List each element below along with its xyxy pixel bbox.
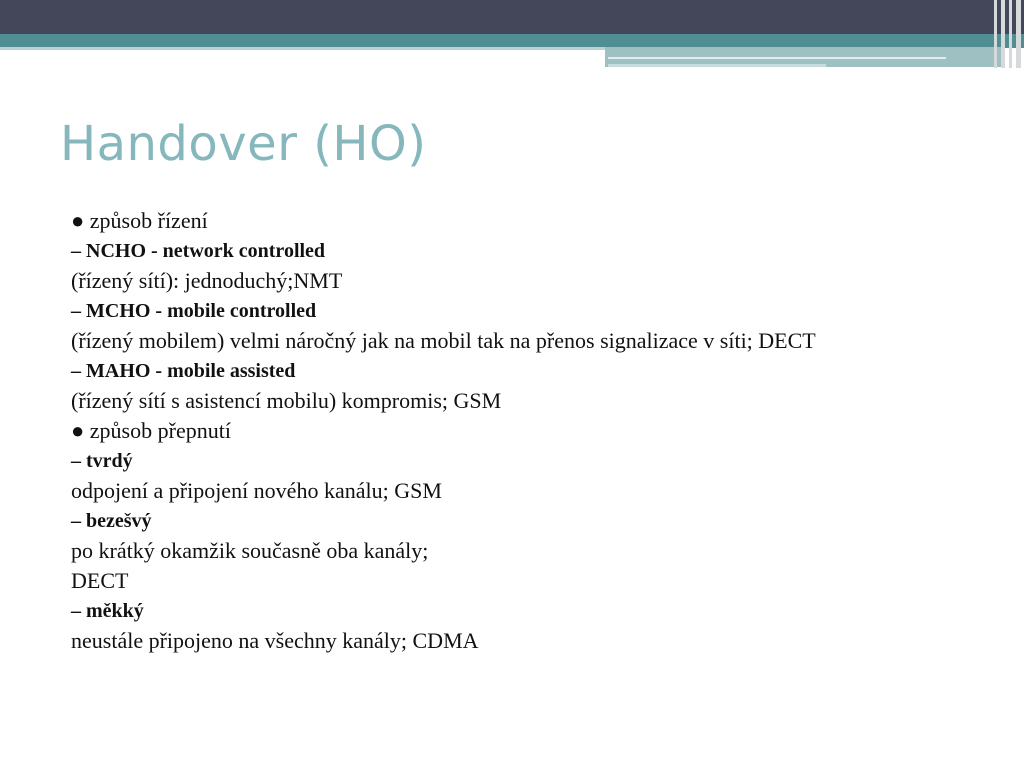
list-item-text: NCHO - network controlled	[86, 240, 326, 262]
list-item-text: (řízený sítí s asistencí mobilu) kompromis; GSM	[71, 388, 502, 413]
list-item	[71, 206, 971, 236]
slide-title: Handover (HO)	[60, 116, 427, 172]
list-item	[71, 506, 971, 536]
header-band-accent-line	[608, 57, 946, 59]
header-band-accent-line-short	[608, 64, 826, 67]
list-item	[71, 416, 971, 446]
list-item-text: bezešvý	[86, 510, 152, 532]
list-item-text: MAHO - mobile assisted	[86, 360, 296, 382]
header-band-teal	[0, 34, 1024, 48]
list-item-text: (řízený mobilem) velmi náročný jak na mobil tak na přenos signalizace v síti; DECT	[71, 328, 816, 353]
list-item-text: tvrdý	[86, 450, 133, 472]
list-item-text: způsob řízení	[89, 208, 208, 233]
dash-marker: –	[71, 450, 81, 472]
slide-content-list	[71, 206, 971, 656]
list-item	[71, 536, 971, 566]
list-item	[71, 626, 971, 656]
list-item-text: neustále připojeno na všechny kanály; CDMA	[71, 628, 479, 653]
list-item	[71, 356, 971, 386]
list-item	[71, 386, 971, 416]
list-item	[71, 446, 971, 476]
list-item	[71, 266, 971, 296]
list-item	[71, 566, 971, 596]
list-item	[71, 596, 971, 626]
list-item-text: (řízený sítí): jednoduchý;NMT	[71, 268, 343, 293]
list-item-text: DECT	[71, 568, 129, 593]
list-item	[71, 326, 971, 356]
list-item	[71, 476, 971, 506]
dash-marker: –	[71, 600, 81, 622]
list-item-text: měkký	[86, 600, 144, 622]
header-band-dark	[0, 0, 1024, 34]
header-vertical-stripes	[990, 0, 1024, 68]
bullet-marker: ●	[71, 418, 85, 443]
dash-marker: –	[71, 300, 81, 322]
bullet-marker: ●	[71, 208, 85, 233]
list-item-text: odpojení a připojení nového kanálu; GSM	[71, 478, 442, 503]
list-item-text: způsob přepnutí	[89, 418, 231, 443]
dash-marker: –	[71, 510, 81, 532]
dash-marker: –	[71, 240, 81, 262]
list-item-text: MCHO - mobile controlled	[86, 300, 317, 322]
list-item-text: po krátký okamžik současně oba kanály;	[71, 538, 429, 563]
list-item	[71, 236, 971, 266]
dash-marker: –	[71, 360, 81, 382]
header-band-light	[0, 47, 605, 50]
list-item	[71, 296, 971, 326]
